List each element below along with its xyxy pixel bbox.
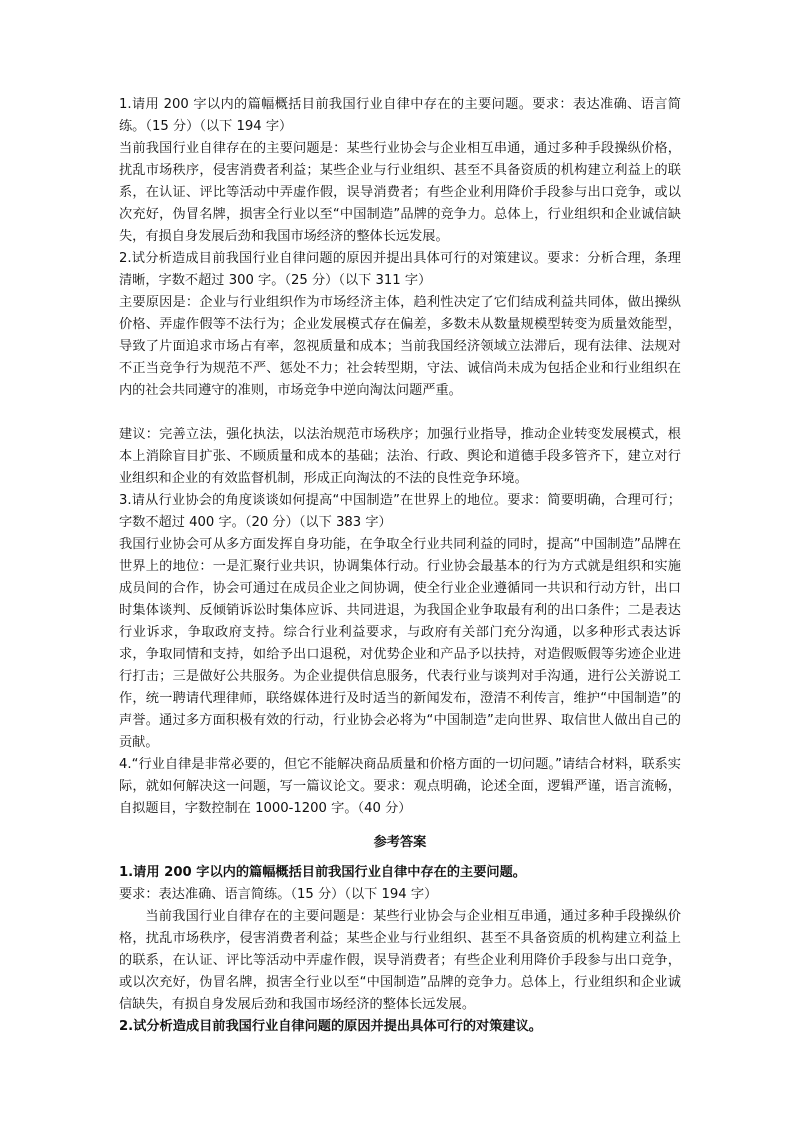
question-2-answer-suggestions: 建议：完善立法，强化执法，以法治规范市场秩序；加强行业指导，推动企业转变发展模式，根本上消除盲目扩张、不顾质量和成本的基础；法治、行政、舆论和道德手段多管齐下，建立对行业组织和企业的有效监督机制，形成正向淘汰的不法的良性竞争环境。 (119, 427, 681, 486)
question-1-answer: 当前我国行业自律存在的主要问题是：某些行业协会与企业相互串通，通过多种手段操纵价格，扰乱市场秩序，侵害消费者利益；某些企业与行业组织、甚至不具备资质的机构建立利益上的联系，在认证、评比等活动中弄虚作假，误导消费者；有些企业利用降价手段参与出口竞争，或以次充好，伪冒名牌，损害全行业以至“中国制造”品牌的竞争力。总体上，行业组织和企业诚信缺失，有损自身发展后劲和我国市场经济的整体长远发展。 (119, 141, 681, 244)
question-1-prompt: 1.请用 200 字以内的篇幅概括目前我国行业自律中存在的主要问题。要求：表达准确、语言简练。（15 分）（以下 194 字） (119, 97, 681, 134)
question-4-prompt: 4.“行业自律是非常必要的，但它不能解决商品质量和价格方面的一切问题。”请结合材料，联系实际，就如何解决这一问题，写一篇议论文。要求：观点明确，论述全面，逻辑严谨，语言流畅，自拟题目，字数控制在 1000-1200 字。（40 分） (119, 757, 681, 816)
reference-q1-answer: 当前我国行业自律存在的主要问题是：某些行业协会与企业相互串通，通过多种手段操纵价格，扰乱市场秩序，侵害消费者利益；某些企业与行业组织、甚至不具备资质的机构建立利益上的联系，在认证、评比等活动中弄虚作假，误导消费者；有些企业利用降价手段参与出口竞争，或以次充好，伪冒名牌，损害全行业以至“中国制造”品牌的竞争力。总体上，行业组织和企业诚信缺失，有损自身发展后劲和我国市场经济的整体长远发展。 (119, 909, 681, 1012)
reference-q2-title: 2.试分析造成目前我国行业自律问题的原因并提出具体可行的对策建议。 (119, 1019, 542, 1034)
question-3-answer: 我国行业协会可从多方面发挥自身功能，在争取全行业共同利益的同时，提高“中国制造”品牌在世界上的地位：一是汇聚行业共识，协调集体行动。行业协会最基本的行为方式就是组织和实施成员间的合作，协会可通过在成员企业之间协调，使全行业企业遵循同一共识和行动方针，出口时集体谈判、反倾销诉讼时集体应诉、共同进退，为我国企业争取最有利的出口条件；二是表达行业诉求，争取政府支持。综合行业利益要求，与政府有关部门充分沟通，以多种形式表达诉求，争取同情和支持，如给予出口退税，对优势企业和产品予以扶持，对造假贩假等劣迹企业进行打击；三是做好公共服务。为企业提供信息服务，代表行业与谈判对手沟通，进行公关游说工作，统一聘请代理律师，联络媒体进行及时适当的新闻发布，澄清不利传言，维护“中国制造”的声誉。通过多方面积极有效的行动，行业协会必将为“中国制造”走向世界、取信世人做出自己的贡献。 (119, 537, 681, 750)
question-2-answer-causes: 主要原因是：企业与行业组织作为市场经济主体，趋利性决定了它们结成利益共同体，做出操纵价格、弄虚作假等不法行为；企业发展模式存在偏差，多数未从数量规模型转变为质量效能型，导致了片面追求市场占有率，忽视质量和成本；当前我国经济领域立法滞后，现有法律、法规对不正当竞争行为规范不严、惩处不力；社会转型期，守法、诚信尚未成为包括企业和行业组织在内的社会共同遵守的准则，市场竞争中逆向淘汰问题严重。 (119, 295, 681, 398)
question-2-prompt: 2.试分析造成目前我国行业自律问题的原因并提出具体可行的对策建议。要求：分析合理，条理清晰，字数不超过 300 字。（25 分）（以下 311 字） (119, 251, 681, 288)
document-page (119, 94, 681, 1038)
reference-q1-requirement: 要求：表达准确、语言简练。（15 分）（以下 194 字） (119, 887, 438, 902)
reference-answer-title: 参考答案 (373, 835, 427, 850)
paragraph-gap (119, 402, 681, 424)
reference-q1-title: 1.请用 200 字以内的篇幅概括目前我国行业自律中存在的主要问题。 (119, 865, 526, 880)
question-3-prompt: 3.请从行业协会的角度谈谈如何提高“中国制造”在世界上的地位。要求：简要明确，合理可行；字数不超过 400 字。（20 分）（以下 383 字） (119, 493, 681, 530)
